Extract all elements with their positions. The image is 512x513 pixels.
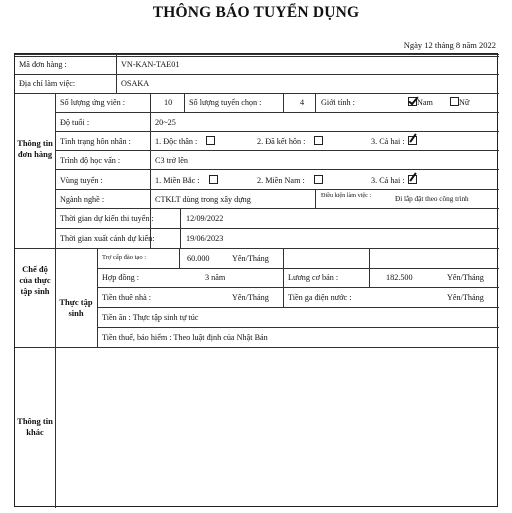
work-address-label: Địa chỉ làm việc: <box>19 79 76 88</box>
rent-unit: Yên/Tháng <box>232 293 269 302</box>
rent-label: Tiền thuê nhà : <box>102 293 152 302</box>
education-value: C3 trở lên <box>155 156 188 165</box>
gender-label: Giới tính : <box>321 98 355 107</box>
work-condition-value: Đi lắp đặt theo công trình <box>395 195 469 203</box>
marital-married-option[interactable] <box>257 136 323 146</box>
departure-value: 19/06/2023 <box>186 234 224 243</box>
industry-value: CTKLT dùng trong xây dựng <box>155 195 251 204</box>
training-allowance-label: Trợ cấp đào tạo : <box>102 254 146 261</box>
exam-date-value: 12/09/2022 <box>186 214 224 223</box>
age-label: Độ tuổi : <box>60 118 90 127</box>
gender-male-option[interactable] <box>405 97 433 107</box>
order-info-section-label: Thông tin đơn hàng <box>17 138 53 159</box>
selected-label: Số lượng tuyển chọn : <box>189 98 262 107</box>
industry-label: Ngành nghề : <box>60 195 105 204</box>
gender-male-label: Nam <box>417 98 433 107</box>
checkbox-marked-icon[interactable] <box>408 175 417 184</box>
checkbox-empty-icon[interactable] <box>209 175 218 184</box>
checkbox-empty-icon[interactable] <box>450 97 459 106</box>
applicants-label: Số lượng ứng viên : <box>60 98 126 107</box>
checkbox-marked-icon[interactable] <box>408 136 417 145</box>
checkbox-checked-icon[interactable] <box>408 97 417 106</box>
region-both-label: 3. Cả hai : <box>371 176 405 185</box>
region-south-label: 2. Miền Nam : <box>257 176 305 185</box>
notice-date: Ngày 12 tháng 8 năm 2022 <box>403 40 496 50</box>
marital-both-option[interactable] <box>371 136 417 146</box>
marital-single-label: 1. Độc thân : <box>155 137 198 146</box>
contract-label: Hợp đồng : <box>102 273 140 282</box>
other-info-section-label: Thông tin khác <box>17 416 53 437</box>
training-allowance-value: 60.000 <box>187 254 210 263</box>
recruitment-form <box>14 53 498 507</box>
region-both-option[interactable] <box>371 175 417 185</box>
age-value: 20~25 <box>155 118 176 127</box>
utilities-label: Tiền ga điện nước : <box>288 293 352 302</box>
marital-both-label: 3. Cả hai : <box>371 137 405 146</box>
checkbox-empty-icon[interactable] <box>206 136 215 145</box>
contract-value: 3 năm <box>205 273 226 282</box>
exam-date-label: Thời gian dự kiến thi tuyển : <box>60 214 154 223</box>
base-salary-value: 182.500 <box>386 273 413 282</box>
gender-female-label: Nữ <box>459 98 470 107</box>
work-address-value: OSAKA <box>121 79 150 88</box>
gender-female-option[interactable] <box>447 97 469 107</box>
region-north-label: 1. Miền Bắc : <box>155 176 200 185</box>
applicants-value: 10 <box>164 98 173 107</box>
departure-label: Thời gian xuất cảnh dự kiến: <box>60 234 155 243</box>
marital-single-option[interactable] <box>155 136 215 146</box>
regime-sub-label: Thực tập sinh <box>59 297 93 318</box>
region-label: Vùng tuyển : <box>60 176 103 185</box>
regime-section-label: Chế độ của thực tập sinh <box>19 264 51 296</box>
page-title: THÔNG BÁO TUYỂN DỤNG <box>152 4 360 21</box>
base-salary-unit: Yên/Tháng <box>447 273 484 282</box>
order-code-label: Mã đơn hàng : <box>19 60 67 69</box>
training-allowance-unit: Yên/Tháng <box>232 254 269 263</box>
top-double-rule <box>15 56 499 57</box>
base-salary-label: Lương cơ bản : <box>288 273 339 282</box>
order-code-value: VN-KAN-TAE01 <box>121 60 180 69</box>
region-north-option[interactable] <box>155 175 218 185</box>
marital-married-label: 2. Đã kết hôn : <box>257 137 306 146</box>
tax-note: Tiền thuế, bảo hiểm : Theo luật định của Nhật Bản <box>102 333 268 342</box>
checkbox-empty-icon[interactable] <box>314 175 323 184</box>
marital-label: Tình trạng hôn nhân : <box>60 137 131 146</box>
checkbox-empty-icon[interactable] <box>314 136 323 145</box>
meals-note: Tiền ăn : Thực tập sinh tự túc <box>102 313 199 322</box>
work-condition-label: Điều kiện làm việc : <box>321 192 372 199</box>
education-label: Trình độ học vấn : <box>60 156 121 165</box>
selected-value: 4 <box>300 98 305 107</box>
utilities-unit: Yên/Tháng <box>447 293 484 302</box>
region-south-option[interactable] <box>257 175 323 185</box>
